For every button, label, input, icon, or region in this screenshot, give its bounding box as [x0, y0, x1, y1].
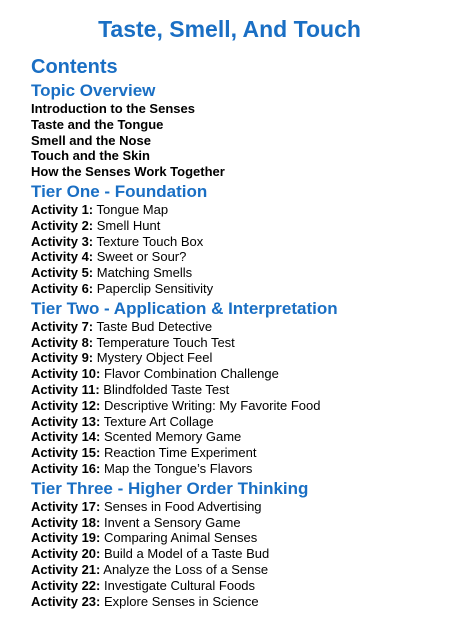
tier-one-heading: Tier One - Foundation [31, 181, 208, 201]
activity-number: Activity 13: [31, 413, 101, 429]
activity-item [31, 445, 451, 461]
activity-name: Investigate Cultural Foods [104, 577, 256, 593]
activity-name: Texture Touch Box [96, 233, 204, 249]
activity-item [31, 546, 451, 562]
activity-name: Tongue Map [96, 201, 169, 217]
activity-name: Smell Hunt [96, 217, 161, 233]
activity-name: Taste Bud Detective [96, 318, 213, 334]
tier-one-section [31, 181, 451, 297]
activity-item [31, 515, 451, 531]
activity-name: Senses in Food Advertising [104, 498, 262, 514]
activity-number: Activity 3: [31, 233, 94, 249]
activity-item [31, 461, 451, 477]
activity-item [31, 281, 451, 297]
activity-number: Activity 9: [31, 350, 94, 366]
activity-item [31, 366, 451, 382]
contents-heading: Contents [31, 56, 118, 78]
activity-name: Temperature Touch Test [96, 334, 235, 350]
activity-item [31, 265, 451, 281]
activity-number: Activity 12: [31, 397, 101, 413]
activity-number: Activity 14: [31, 429, 101, 445]
activity-item [31, 499, 451, 515]
activity-number: Activity 23: [31, 593, 101, 609]
activity-number: Activity 7: [31, 318, 94, 334]
activity-item [31, 429, 451, 445]
activity-name: Flavor Combination Challenge [104, 366, 279, 382]
topic-overview-section [31, 80, 451, 180]
activity-name: Sweet or Sour? [96, 249, 187, 265]
activity-item [31, 414, 451, 430]
activity-number: Activity 5: [31, 265, 94, 281]
tier-two-section [31, 298, 451, 477]
activity-name: Explore Senses in Science [104, 593, 259, 609]
overview-item: How the Senses Work Together [31, 164, 225, 180]
activity-item [31, 218, 451, 234]
activity-item [31, 382, 451, 398]
activity-number: Activity 18: [31, 514, 101, 530]
activity-item [31, 319, 451, 335]
activity-name: Comparing Animal Senses [104, 530, 258, 546]
overview-item: Taste and the Tongue [31, 116, 164, 132]
activity-number: Activity 10: [31, 366, 101, 382]
activity-number: Activity 21: [31, 561, 101, 577]
activity-item [31, 530, 451, 546]
tier-three-section [31, 478, 451, 610]
activity-name: Reaction Time Experiment [104, 445, 257, 461]
activity-number: Activity 4: [31, 249, 94, 265]
tier-three-heading: Tier Three - Higher Order Thinking [31, 478, 309, 498]
activity-number: Activity 15: [31, 445, 101, 461]
activity-name: Texture Art Collage [103, 413, 214, 429]
activity-item [31, 350, 451, 366]
activity-name: Map the Tongue’s Flavors [104, 460, 253, 476]
activity-name: Blindfolded Taste Test [103, 381, 230, 397]
activity-item [31, 249, 451, 265]
activity-name: Mystery Object Feel [96, 350, 213, 366]
overview-item: Introduction to the Senses [31, 101, 195, 116]
overview-item: Smell and the Nose [31, 132, 151, 148]
activity-name: Scented Memory Game [104, 429, 242, 445]
topic-overview-heading: Topic Overview [31, 81, 156, 100]
activity-number: Activity 1: [31, 201, 94, 217]
activity-number: Activity 20: [31, 546, 101, 562]
activity-number: Activity 19: [31, 530, 101, 546]
table-of-contents [31, 79, 451, 609]
activity-name: Matching Smells [96, 265, 193, 281]
document-title: Taste, Smell, And Touch [98, 16, 361, 42]
activity-name: Paperclip Sensitivity [96, 280, 214, 296]
activity-number: Activity 6: [31, 280, 94, 296]
activity-number: Activity 22: [31, 577, 101, 593]
activity-item [31, 335, 451, 351]
activity-item [31, 562, 451, 578]
activity-item [31, 202, 451, 218]
activity-number: Activity 8: [31, 334, 94, 350]
activity-name: Invent a Sensory Game [104, 514, 241, 530]
activity-item [31, 398, 451, 414]
tier-two-heading: Tier Two - Application & Interpretation [31, 298, 338, 318]
activity-number: Activity 2: [31, 217, 94, 233]
activity-number: Activity 17: [31, 498, 101, 514]
activity-number: Activity 11: [31, 381, 100, 397]
activity-item [31, 578, 451, 594]
activity-number: Activity 16: [31, 460, 101, 476]
activity-name: Descriptive Writing: My Favorite Food [104, 397, 321, 413]
activity-item [31, 594, 451, 610]
activity-name: Build a Model of a Taste Bud [104, 546, 270, 562]
overview-item: Touch and the Skin [31, 148, 150, 164]
activity-item [31, 234, 451, 250]
activity-name: Analyze the Loss of a Sense [103, 561, 269, 577]
